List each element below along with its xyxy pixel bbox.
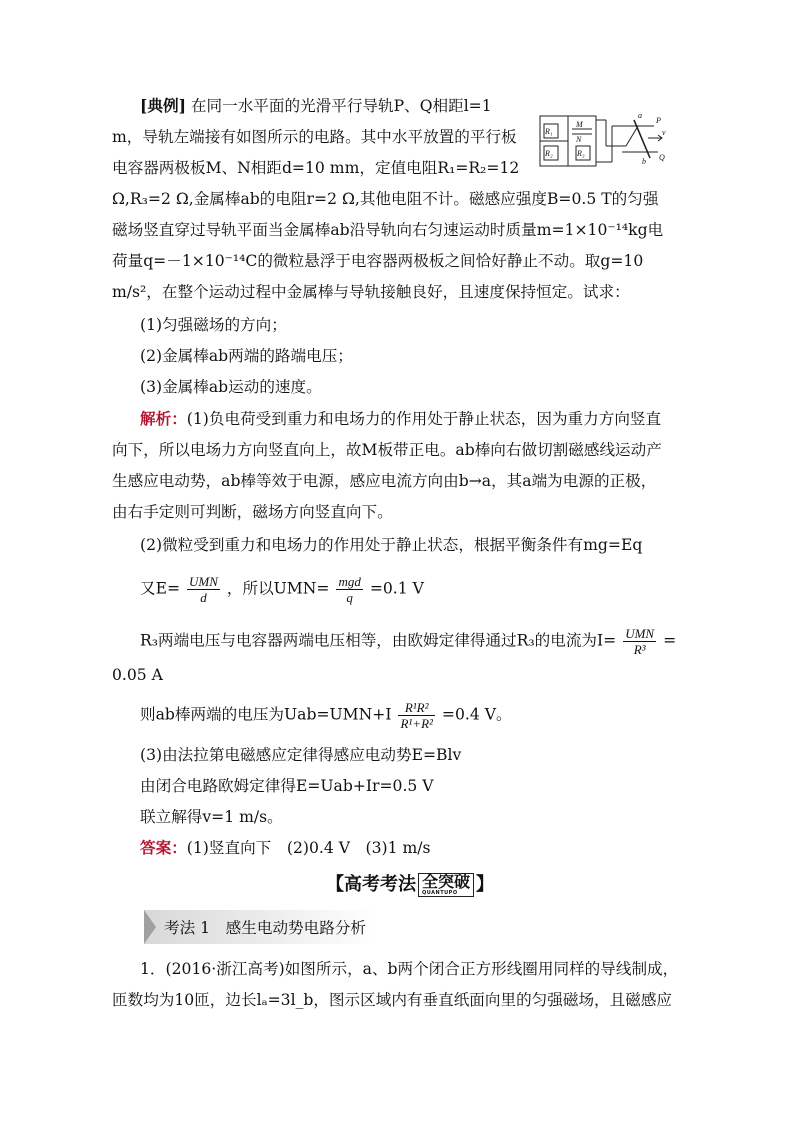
s9-b: =0.4 V。 [441,705,512,724]
solution-line-10: (3)由法拉第电磁感应定律得感应电动势E=Blv [140,746,462,764]
answer-line [140,837,431,859]
fraction-umn [336,574,362,605]
fraction-umn-den: q [346,590,353,605]
example-line-4: Ω,R₃=2 Ω,金属棒ab的电阻r=2 Ω,其他电阻不计。磁感应强度B=0.5 T的匀强 [112,190,659,208]
section-header [326,870,494,897]
s9-a: 则ab棒两端的电压为Uab=UMN+I [140,705,392,724]
circuit-diagram [538,112,668,170]
fraction-parallel-den: R¹+R² [400,716,433,731]
solution-line-4: 由右手定则可判断，磁场方向竖直向下。 [112,503,393,521]
solution-line-8: 0.05 A [112,666,163,684]
solution-line-9 [140,700,512,731]
method-bar-arrow-icon [144,910,156,944]
section-badge-text: 全突破 [422,872,471,891]
fraction-i-den: R³ [633,642,646,657]
solution-line-3: 生感应电动势，ab棒等效于电源，感应电流方向由b→a，其a端为电源的正极， [112,472,657,490]
question-2: (2)金属棒ab两端的路端电压； [140,347,353,365]
answer-text: (1)竖直向下 (2)0.4 V (3)1 m/s [186,839,431,857]
example-line-6: 荷量q=－1×10⁻¹⁴C的微粒悬浮于电容器两极板之间恰好静止不动。取g=10 [112,252,644,270]
label-a: a [638,112,642,120]
solution-line-5: (2)微粒受到重力和电场力的作用处于静止状态，根据平衡条件有mg=Eq [140,536,643,554]
label-p: P [656,116,661,125]
section-header-right: 】 [476,874,495,895]
example-text-1: 在同一水平面的光滑平行导轨P、Q相距l=1 [190,97,492,115]
answer-label: 答案： [140,838,187,857]
label-q: Q [659,153,665,162]
section-header-left: 【高考考法 [326,874,416,895]
label-b: b [642,157,646,166]
solution-line-11: 由闭合电路欧姆定律得E=Uab+Ir=0.5 V [140,777,434,795]
fraction-umn-num: mgd [338,574,361,589]
s6-a: 又E= [140,579,181,598]
fraction-i [623,626,656,657]
method-title: 考法 1 感生电动势电路分析 [164,919,367,937]
example-line-3: 电容器两极板M、N相距d=10 mm，定值电阻R₁=R₂=12 [112,159,520,177]
section-badge [418,873,474,897]
example-line-2: m，导轨左端接有如图所示的电路。其中水平放置的平行板 [112,128,517,146]
label-r1: R₁ [545,127,553,136]
label-r3: R₃ [577,149,585,158]
solution-text-1: (1)负电荷受到重力和电场力的作用处于静止状态，因为重力方向竖直 [186,410,662,428]
label-n: N [576,135,582,144]
solution-label: 解析： [140,409,187,428]
fraction-i-num: UMN [625,626,655,641]
fraction-parallel-num: R¹R² [398,700,434,716]
s7-b: = [663,631,677,650]
label-r2: R₂ [545,149,553,158]
s6-b: ，所以UMN= [226,579,330,598]
label-v: v [662,128,666,137]
label-m: M [576,120,583,129]
example-line-1 [140,95,492,117]
example-line-7: m/s²，在整个运动过程中金属棒与导轨接触良好，且速度保持恒定。试求： [112,283,630,301]
s6-c: =0.1 V [369,579,424,598]
fraction-e [187,574,220,605]
s7-a: R₃两端电压与电容器两端电压相等，由欧姆定律得通过R₃的电流为I= [140,631,617,650]
solution-line-12: 联立解得v=1 m/s。 [140,808,283,826]
rail-kink [626,126,638,146]
solution-line-6 [140,574,424,605]
question-1: (1)匀强磁场的方向； [140,316,287,334]
solution-line-1 [140,408,661,430]
question-3: (3)金属棒ab运动的速度。 [140,378,322,396]
problem1-line-2: 匝数均为10匝，边长lₐ=3l_b，图示区域内有垂直纸面向里的匀强磁场，且磁感应 [112,991,673,1009]
solution-line-7 [140,626,676,657]
problem1-line-1: 1．(2016·浙江高考)如图所示，a、b两个闭合正方形线圈用同样的导线制成， [140,960,679,978]
fraction-e-den: d [200,590,207,605]
fraction-parallel [398,700,434,731]
solution-line-2: 向下，所以电场力方向竖直向上，故M板带正电。ab棒向右做切割磁感线运动产 [112,441,662,459]
example-line-5: 磁场竖直穿过导轨平面当金属棒ab沿导轨向右匀速运动时质量m=1×10⁻¹⁴kg电 [112,221,664,239]
fraction-e-num: UMN [189,574,218,589]
section-badge-sub: QUANTUPO [422,890,458,896]
example-tag: [典例] [140,96,186,115]
